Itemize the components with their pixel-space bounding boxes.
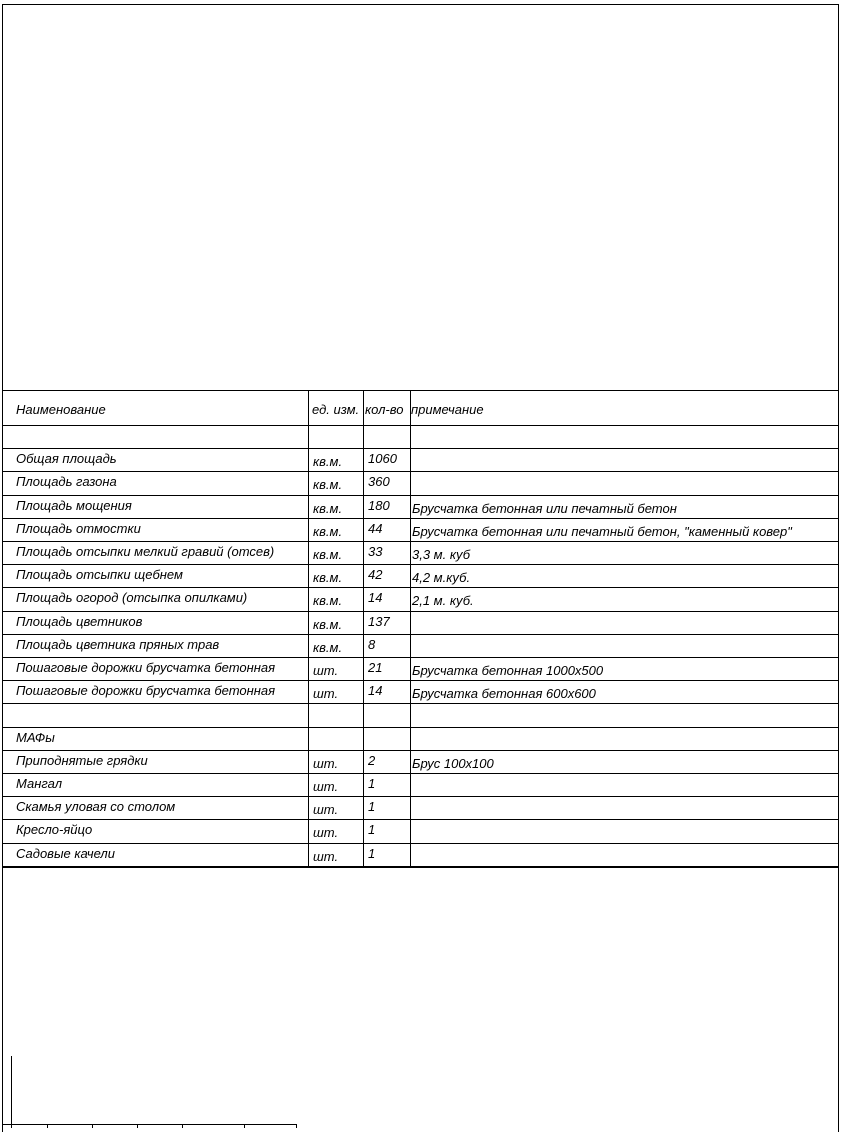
- cell-name: Площадь отсыпки мелкий гравий (отсев): [16, 544, 275, 559]
- row-border: [2, 611, 839, 612]
- cell-name: Пошаговые дорожки брусчатка бетонная: [16, 660, 276, 675]
- cell-qty: 14: [368, 590, 383, 605]
- cell-name: Пошаговые дорожки брусчатка бетонная: [16, 683, 276, 698]
- cell-qty: 1: [368, 799, 376, 814]
- cell-unit: кв.м.: [313, 547, 343, 562]
- cell-unit: кв.м.: [313, 593, 343, 608]
- cell-qty: 1: [368, 822, 376, 837]
- row-border: [2, 495, 839, 496]
- cell-note: 2,1 м. куб.: [412, 593, 474, 608]
- cell-qty: 42: [368, 567, 383, 582]
- stamp-cell: [92, 1124, 137, 1128]
- cell-name: Площадь мощения: [16, 498, 132, 513]
- cell-unit: шт.: [313, 802, 339, 817]
- cell-name: Приподнятые грядки: [16, 753, 148, 768]
- column-header-qty: кол-во: [365, 402, 404, 417]
- cell-name: Кресло-яйцо: [16, 822, 93, 837]
- column-divider: [410, 390, 411, 866]
- cell-unit: кв.м.: [313, 454, 343, 469]
- cell-qty: 8: [368, 637, 376, 652]
- cell-qty: 1060: [368, 451, 397, 466]
- cell-qty: 1: [368, 776, 376, 791]
- cell-unit: шт.: [313, 849, 339, 864]
- row-border: [2, 843, 839, 844]
- stamp-cell: [2, 1124, 47, 1128]
- cell-name: Площадь огород (отсыпка опилками): [16, 590, 248, 605]
- cell-note: Брусчатка бетонная 1000х500: [412, 663, 604, 678]
- cell-note: Брусчатка бетонная 600х600: [412, 686, 596, 701]
- row-border: [2, 819, 839, 820]
- stamp-cell: [137, 1124, 182, 1128]
- row-border: [2, 471, 839, 472]
- cell-qty: 14: [368, 683, 383, 698]
- cell-unit: кв.м.: [313, 640, 343, 655]
- stamp-margin-line: [11, 1056, 12, 1128]
- table-region-bottom: [2, 867, 839, 868]
- cell-note: Брусчатка бетонная или печатный бетон, "каменный ковер": [412, 524, 792, 539]
- cell-unit: шт.: [313, 756, 339, 771]
- cell-name: Общая площадь: [16, 451, 117, 466]
- cell-note: 4,2 м.куб.: [412, 570, 471, 585]
- row-border: [2, 657, 839, 658]
- cell-unit: кв.м.: [313, 524, 343, 539]
- row-border: [2, 541, 839, 542]
- row-border: [2, 587, 839, 588]
- cell-qty: 137: [368, 614, 390, 629]
- column-header-note: примечание: [411, 402, 484, 417]
- cell-note: 3,3 м. куб: [412, 547, 471, 562]
- cell-unit: шт.: [313, 825, 339, 840]
- column-header-unit: ед. изм.: [312, 402, 360, 417]
- column-divider: [308, 390, 309, 866]
- row-border: [2, 634, 839, 635]
- row-border: [2, 518, 839, 519]
- cell-name: Площадь цветника пряных трав: [16, 637, 220, 652]
- column-header-name: Наименование: [16, 402, 106, 417]
- cell-name: Площадь отсыпки щебнем: [16, 567, 183, 582]
- cell-unit: кв.м.: [313, 501, 343, 516]
- row-border: [2, 773, 839, 774]
- row-border: [2, 680, 839, 681]
- cell-qty: 180: [368, 498, 390, 513]
- row-border: [2, 796, 839, 797]
- cell-qty: 44: [368, 521, 383, 536]
- cell-unit: шт.: [313, 663, 339, 678]
- cell-note: Брус 100х100: [412, 756, 494, 771]
- column-divider: [363, 390, 364, 866]
- cell-unit: кв.м.: [313, 617, 343, 632]
- cell-unit: кв.м.: [313, 570, 343, 585]
- cell-unit: шт.: [313, 779, 339, 794]
- cell-name: Площадь газона: [16, 474, 117, 489]
- row-border: [2, 564, 839, 565]
- stamp-cell: [47, 1124, 92, 1128]
- cell-name: МАФы: [16, 730, 55, 745]
- cell-unit: кв.м.: [313, 477, 343, 492]
- cell-qty: 33: [368, 544, 383, 559]
- cell-name: Мангал: [16, 776, 63, 791]
- cell-name: Садовые качели: [16, 846, 115, 861]
- header-bottom-border: [2, 425, 839, 426]
- cell-note: Брусчатка бетонная или печатный бетон: [412, 501, 677, 516]
- cell-name: Площадь отмостки: [16, 521, 141, 536]
- cell-qty: 21: [368, 660, 383, 675]
- row-border: [2, 448, 839, 449]
- stamp-cell: [244, 1124, 297, 1128]
- cell-name: Скамья уловая со столом: [16, 799, 176, 814]
- cell-unit: шт.: [313, 686, 339, 701]
- stamp-cell: [182, 1124, 244, 1128]
- cell-qty: 2: [368, 753, 376, 768]
- row-border: [2, 727, 839, 728]
- cell-qty: 360: [368, 474, 390, 489]
- table-top-border: [2, 390, 839, 391]
- cell-qty: 1: [368, 846, 376, 861]
- cell-name: Площадь цветников: [16, 614, 143, 629]
- row-border: [2, 703, 839, 704]
- row-border: [2, 750, 839, 751]
